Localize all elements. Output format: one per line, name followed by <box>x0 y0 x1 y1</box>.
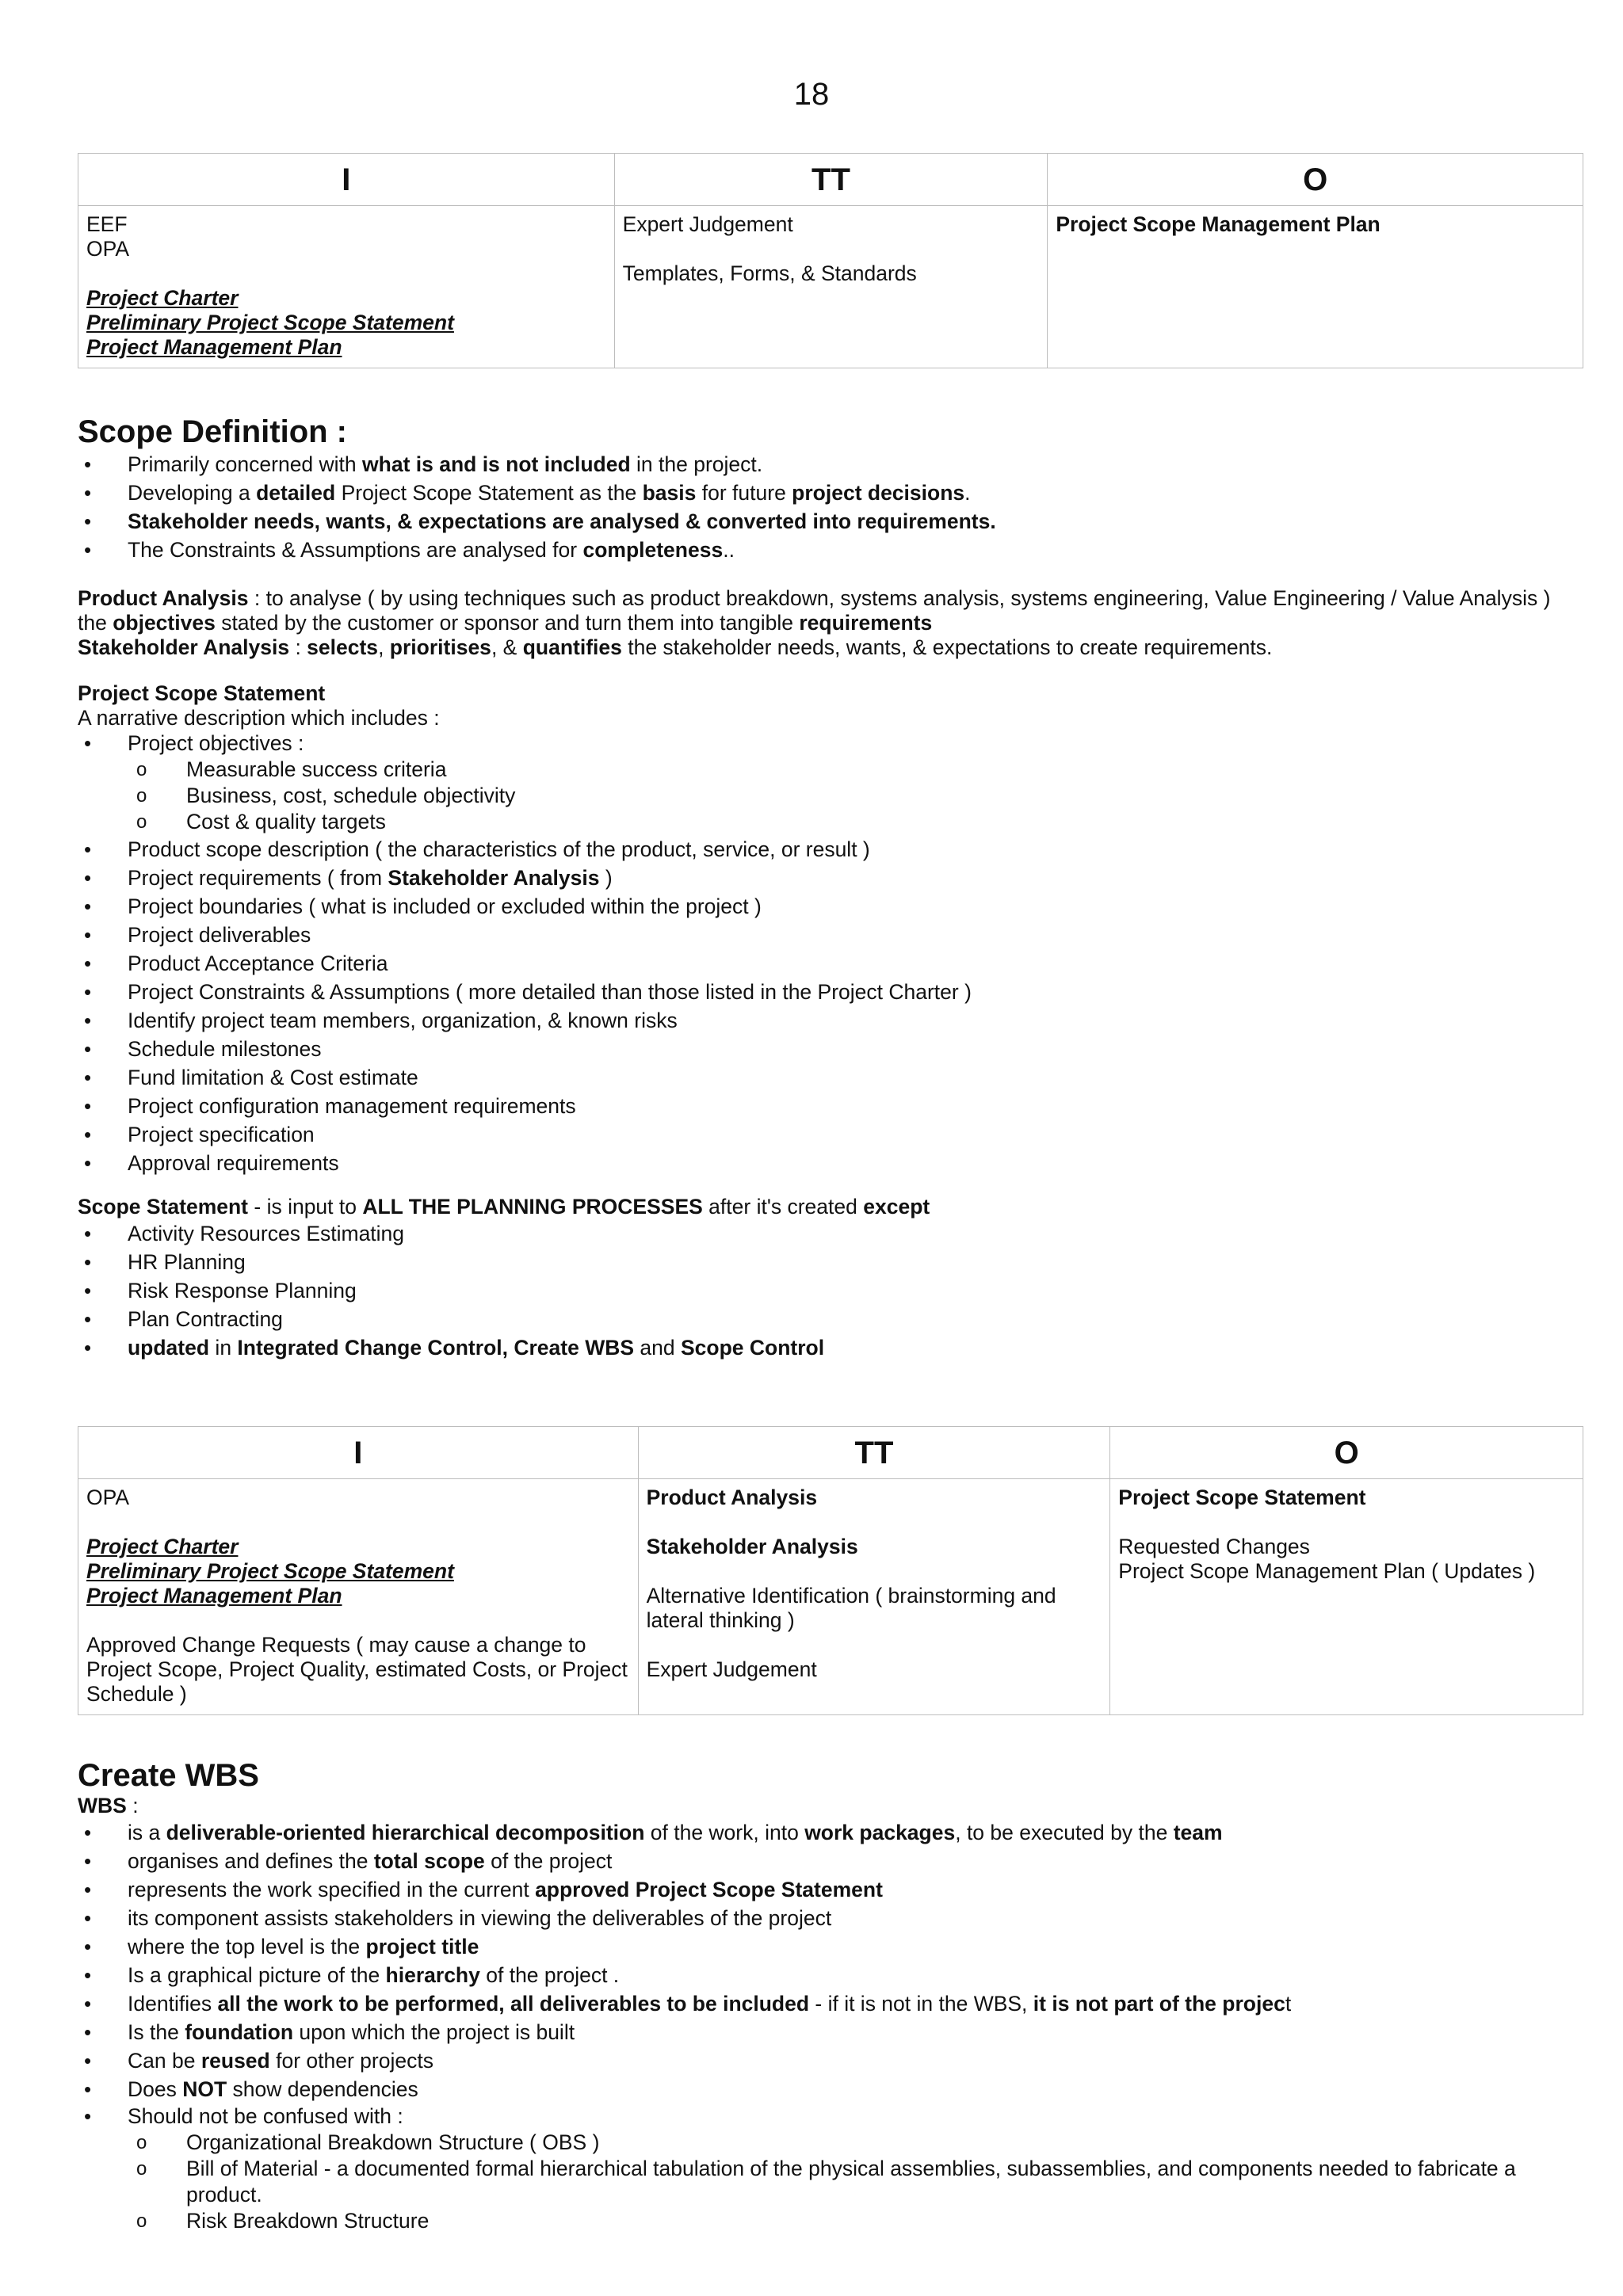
list-item: • Project boundaries ( what is included or excluded within the project ) <box>78 892 1583 921</box>
header-outputs: O <box>1110 1427 1583 1479</box>
list-item: • Fund limitation & Cost estimate <box>78 1063 1583 1092</box>
list-item: • Schedule milestones <box>78 1035 1583 1063</box>
outputs-cell <box>1110 1479 1583 1715</box>
list-item: • Project deliverables <box>78 921 1583 949</box>
header-tools: TT <box>638 1427 1110 1479</box>
list-item: • is a deliverable-oriented hierarchical decomposition of the work, into work packages, to be executed by the team <box>78 1818 1583 1847</box>
objectives-sublist <box>78 757 1583 835</box>
list-item: • Project configuration management requirements <box>78 1092 1583 1120</box>
sub-list-item: o Organizational Breakdown Structure ( OBS ) <box>78 2130 1583 2156</box>
list-item: • Identify project team members, organization, & known risks <box>78 1006 1583 1035</box>
list-item: • Identifies all the work to be performed, all deliverables to be included - if it is not in the WBS, it is not part of the project <box>78 1989 1583 2018</box>
header-tools: TT <box>614 154 1048 206</box>
list-item: • Developing a detailed Project Scope Statement as the basis for future project decisions. <box>78 479 1583 507</box>
tools-cell <box>614 206 1048 368</box>
scope-statement-list <box>78 730 1583 1177</box>
header-inputs: I <box>78 1427 639 1479</box>
list-item: • Activity Resources Estimating <box>78 1219 1583 1248</box>
product-analysis-paragraph: Product Analysis : to analyse ( by using techniques such as product breakdown, systems analysis, systems engineering, Value Engineering / Value Analysis ) the objectives stated by the customer or sponsor and turn them into tangible requirements <box>78 586 1551 635</box>
wbs-list <box>78 1818 1583 2234</box>
input-item: EEF <box>86 212 128 237</box>
table-header-row <box>78 154 1583 206</box>
sub-list-item: o Risk Breakdown Structure <box>78 2208 1583 2234</box>
list-item: • Should not be confused with : o Organizational Breakdown Structure ( OBS ) o Bill of Material - a documented formal hierarchical tabulation of the physical assemblies, subassemblies, and components needed to fabricate a product. o Risk Breakdown Structure <box>78 2103 1583 2234</box>
exceptions-list <box>78 1219 1583 1362</box>
tool-item: Product Analysis <box>646 1486 818 1510</box>
list-item: • Product Acceptance Criteria <box>78 949 1583 978</box>
list-item: • Is the foundation upon which the project is built <box>78 2018 1583 2046</box>
table-row <box>78 1479 1583 1715</box>
confused-with-sublist <box>78 2130 1583 2234</box>
table-row <box>78 206 1583 368</box>
input-item: Approved Change Requests ( may cause a change to Project Scope, Project Quality, estimated Costs, or Project Schedule ) <box>86 1633 628 1707</box>
list-item: • Project specification <box>78 1120 1583 1149</box>
list-item: • Is a graphical picture of the hierarchy of the project . <box>78 1961 1583 1989</box>
tool-item: Stakeholder Analysis <box>646 1535 858 1559</box>
input-item: Project Management Plan <box>86 1584 342 1608</box>
section-heading: Create WBS <box>78 1758 259 1793</box>
tool-item: Expert Judgement <box>646 1657 817 1682</box>
sub-list-item: o Business, cost, schedule objectivity <box>78 783 1583 809</box>
sub-list-item: o Cost & quality targets <box>78 809 1583 835</box>
inputs-cell <box>78 206 615 368</box>
header-outputs: O <box>1048 154 1583 206</box>
intro-text: A narrative description which includes : <box>78 706 440 730</box>
sub-list-item: o Bill of Material - a documented formal hierarchical tabulation of the physical assemblies, subassemblies, and components needed to fabricate a product. <box>78 2156 1583 2208</box>
list-item: • The Constraints & Assumptions are analysed for completeness.. <box>78 536 1583 564</box>
list-item: • where the top level is the project title <box>78 1932 1583 1961</box>
inputs-cell <box>78 1479 639 1715</box>
list-item: • represents the work specified in the current approved Project Scope Statement <box>78 1875 1583 1904</box>
input-item: OPA <box>86 237 129 261</box>
project-scope-statement-section <box>78 681 1583 1177</box>
output-item: Project Scope Management Plan ( Updates ) <box>1118 1559 1536 1584</box>
itto-table-scope-planning <box>78 153 1583 368</box>
output-item: Requested Changes <box>1118 1535 1310 1559</box>
list-item: • Project objectives : o Measurable success criteria o Business, cost, schedule objectivity o Cost & quality targets <box>78 730 1583 835</box>
list-item: • Product scope description ( the characteristics of the product, service, or result ) <box>78 835 1583 864</box>
section-heading: Scope Definition : <box>78 414 347 449</box>
table-header-row <box>78 1427 1583 1479</box>
list-item: • Approval requirements <box>78 1149 1583 1177</box>
list-item: • updated in Integrated Change Control, Create WBS and Scope Control <box>78 1333 1583 1362</box>
input-item: Preliminary Project Scope Statement <box>86 1559 454 1584</box>
output-item: Project Scope Management Plan <box>1056 212 1381 237</box>
itto-table-scope-definition <box>78 1426 1583 1715</box>
list-item: • Project requirements ( from Stakeholder Analysis ) <box>78 864 1583 892</box>
list-item: • organises and defines the total scope of the project <box>78 1847 1583 1875</box>
list-item: • Project Constraints & Assumptions ( more detailed than those listed in the Project Charter ) <box>78 978 1583 1006</box>
page-number: 18 <box>793 77 830 112</box>
list-item: • its component assists stakeholders in viewing the deliverables of the project <box>78 1904 1583 1932</box>
input-item: Project Management Plan <box>86 335 342 360</box>
output-item: Project Scope Statement <box>1118 1486 1366 1510</box>
scope-definition-section <box>78 414 1583 660</box>
input-item: Preliminary Project Scope Statement <box>86 311 454 335</box>
create-wbs-section <box>78 1757 1583 2234</box>
list-item: • Plan Contracting <box>78 1305 1583 1333</box>
note-lead: Scope Statement - is input to ALL THE PLANNING PROCESSES after it's created except <box>78 1195 930 1219</box>
list-item: • HR Planning <box>78 1248 1583 1276</box>
input-item: Project Charter <box>86 1535 239 1559</box>
input-item: Project Charter <box>86 286 239 311</box>
tool-item: Alternative Identification ( brainstorming and lateral thinking ) <box>646 1584 1056 1633</box>
list-item: • Primarily concerned with what is and is not included in the project. <box>78 450 1583 479</box>
scope-statement-note <box>78 1195 1583 1362</box>
list-item: • Does NOT show dependencies <box>78 2075 1583 2103</box>
input-item: OPA <box>86 1486 129 1510</box>
subsection-title: Project Scope Statement <box>78 681 326 705</box>
tool-item: Templates, Forms, & Standards <box>622 261 917 286</box>
wbs-label: WBS : <box>78 1794 139 1817</box>
list-item: • Risk Response Planning <box>78 1276 1583 1305</box>
tool-item: Expert Judgement <box>622 212 793 237</box>
scope-definition-list <box>78 450 1583 564</box>
list-item: • Stakeholder needs, wants, & expectations are analysed & converted into requirements. <box>78 507 1583 536</box>
tools-cell <box>638 1479 1110 1715</box>
outputs-cell <box>1048 206 1583 368</box>
sub-list-item: o Measurable success criteria <box>78 757 1583 783</box>
list-item: • Can be reused for other projects <box>78 2046 1583 2075</box>
stakeholder-analysis-paragraph: Stakeholder Analysis : selects, prioritises, & quantifies the stakeholder needs, wants, & expectations to create requirements. <box>78 635 1273 659</box>
header-inputs: I <box>78 154 615 206</box>
